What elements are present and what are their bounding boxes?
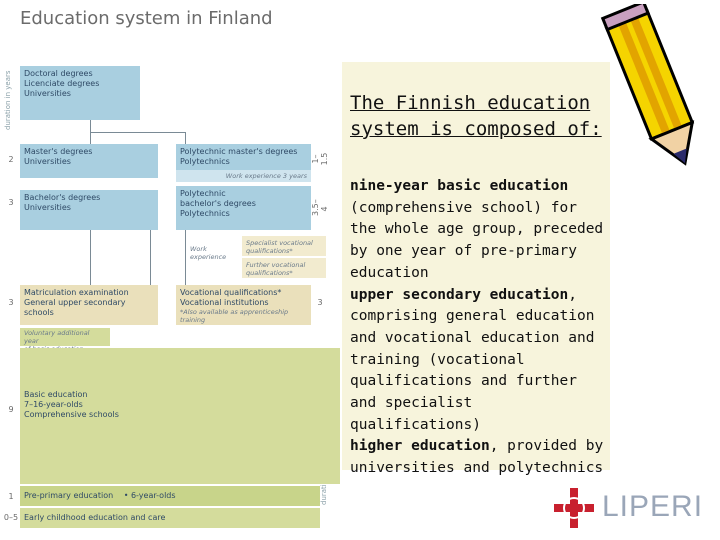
duration-bachelors: 3 xyxy=(8,198,14,207)
vocational-box xyxy=(176,285,311,325)
item2-bold: upper secondary education xyxy=(350,286,569,303)
connector-line xyxy=(90,132,185,133)
duration-basic: 9 xyxy=(8,405,14,414)
voluntary-label: Voluntary additional year xyxy=(24,329,90,345)
work-experience-3-years: Work experience 3 years xyxy=(176,170,311,182)
basic-education-box xyxy=(20,348,340,484)
preprimary-label: Pre-primary education xyxy=(24,491,114,500)
duration-upper-secondary: 3 xyxy=(8,298,14,307)
masters-universities-label: Universities xyxy=(24,157,71,166)
work-experience-note xyxy=(190,245,230,261)
cross-icon xyxy=(552,486,596,530)
matriculation-label: Matriculation examination xyxy=(24,288,129,297)
age-range-label: 7–16-year-olds xyxy=(24,400,83,409)
comprehensive-schools-label: Comprehensive schools xyxy=(24,410,119,419)
apprenticeship-note: *Also available as apprenticeship training xyxy=(180,308,289,324)
panel-body xyxy=(350,176,610,480)
licenciate-label: Licenciate degrees xyxy=(24,79,100,88)
masters-label: Master's degrees xyxy=(24,147,93,156)
experience-label: experience xyxy=(190,253,227,261)
doctoral-label: Doctoral degrees xyxy=(24,69,93,78)
bachelors-label: Bachelor's degrees xyxy=(24,193,101,202)
matriculation-box xyxy=(20,285,158,325)
duration-poly-bachelor: 3.5–4 xyxy=(311,199,329,216)
specialist-label: Specialist vocational xyxy=(246,239,313,247)
diagram-title: Education system in Finland xyxy=(20,8,273,29)
six-year-olds-label: 6-year-olds xyxy=(130,491,176,500)
further-box xyxy=(242,258,326,278)
basic-education-label: Basic education xyxy=(24,390,88,399)
bachelors-universities-label: Universities xyxy=(24,203,71,212)
vocational-qual-label: Vocational qualifications* xyxy=(180,288,282,297)
connector-line xyxy=(90,230,91,285)
schools-label: schools xyxy=(24,308,54,317)
doctoral-box xyxy=(20,66,140,120)
connector-line xyxy=(150,230,151,285)
poly-bachelor-box xyxy=(176,186,311,230)
item3-bold: higher education xyxy=(350,438,490,455)
early-childhood-box: Early childhood education and care xyxy=(20,508,320,528)
liperi-logo xyxy=(552,484,712,534)
voluntary-year-box xyxy=(20,328,110,346)
logo-text: LIPERI xyxy=(602,490,704,523)
poly-master-polytechnics-label: Polytechnics xyxy=(180,157,230,166)
poly-bachelor-label-2: bachelor's degrees xyxy=(180,199,256,208)
item1-rest: (comprehensive school) for the whole age group, preceded by one year of pre-primary education xyxy=(350,199,604,281)
bachelors-box xyxy=(20,190,158,230)
specialist-qual-label: qualifications* xyxy=(246,247,293,255)
duration-early: 0–5 xyxy=(3,513,19,522)
duration-preprimary: 1 xyxy=(8,492,14,501)
duration-poly-master: 1–1.5 xyxy=(311,152,329,166)
further-qual-label: qualifications* xyxy=(246,269,293,277)
pencil-icon xyxy=(598,4,713,174)
vocational-institutions-label: Vocational institutions xyxy=(180,298,269,307)
preprimary-box: Pre-primary education • 6-year-olds xyxy=(20,486,320,506)
duration-masters: 2 xyxy=(8,155,14,164)
poly-bachelor-polytechnics-label: Polytechnics xyxy=(180,209,230,218)
poly-bachelor-label-1: Polytechnic xyxy=(180,189,226,198)
connector-line xyxy=(185,132,186,144)
general-upper-secondary-label: General upper secondary xyxy=(24,298,126,307)
duration-vocational: 3 xyxy=(317,298,323,307)
specialist-box xyxy=(242,236,326,256)
connector-line xyxy=(185,230,186,285)
universities-label: Universities xyxy=(24,89,71,98)
duration-axis-label-left: duration in years xyxy=(4,70,12,130)
further-label: Further vocational xyxy=(246,261,306,269)
item1-bold: nine-year basic education xyxy=(350,178,569,194)
item2-rest: , comprising general education and vocational education and training (vocational qualifications and further and specialist qualifications) xyxy=(350,286,595,433)
item3-rest: , provided by universities and polytechnics xyxy=(350,438,604,477)
work-label: Work xyxy=(190,245,207,253)
masters-box xyxy=(20,144,158,178)
poly-master-box xyxy=(176,144,311,170)
poly-master-label: Polytechnic master's degrees xyxy=(180,147,298,156)
panel-heading: The Finnish education system is composed of: xyxy=(350,92,602,140)
